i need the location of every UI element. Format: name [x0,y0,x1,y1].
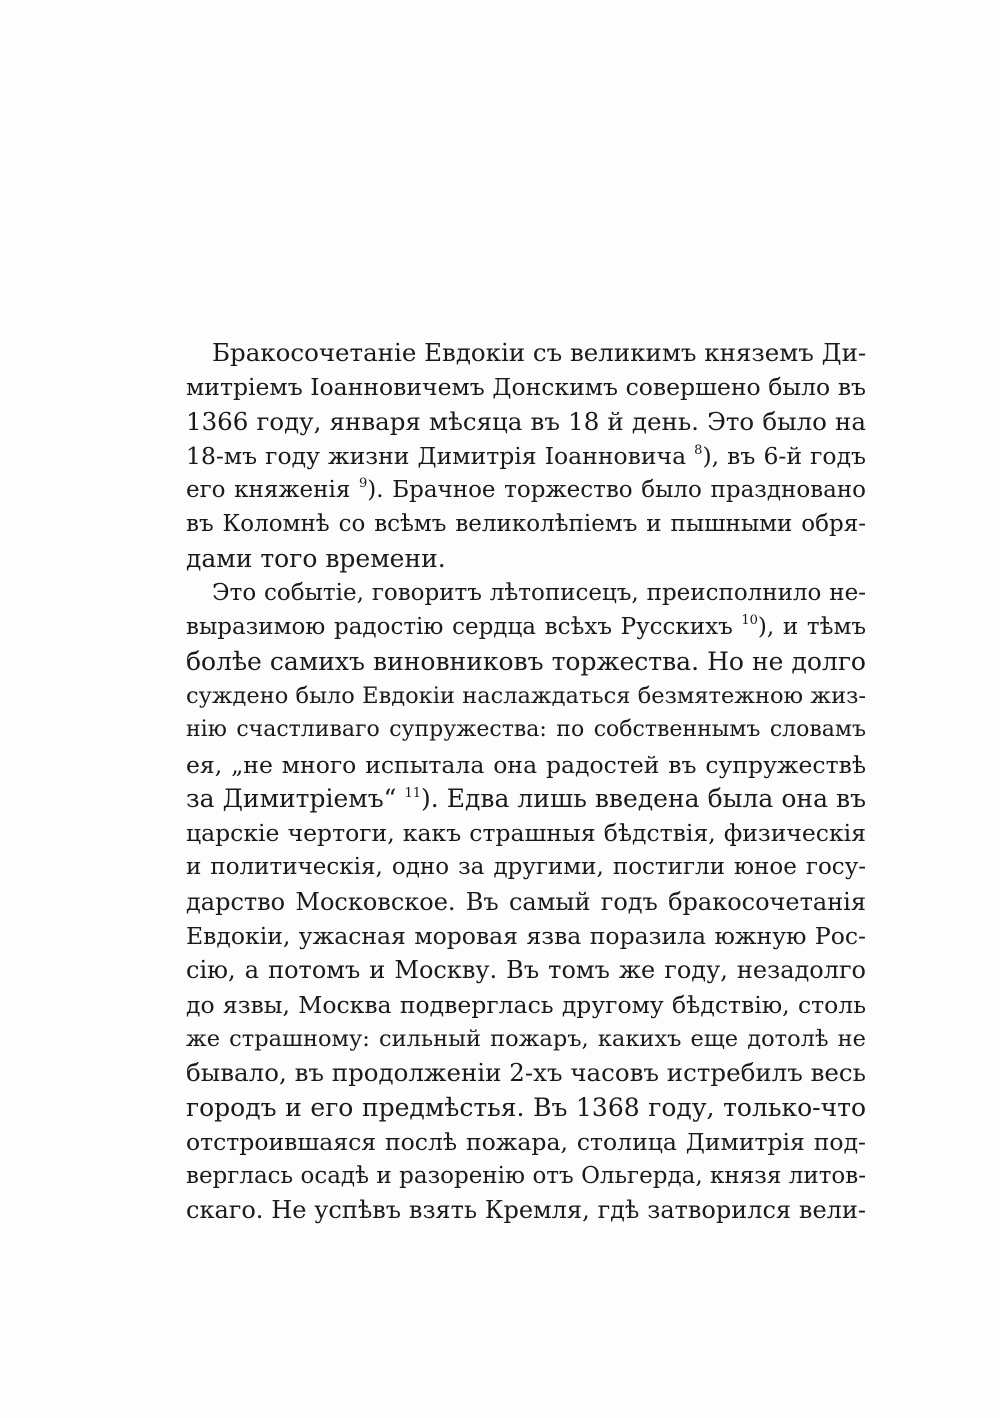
text-line: и политическія, одно за другими, постигли юное госу- [186,854,866,881]
text-line: дарство Московское. Въ самый годъ бракосочетанія [186,887,866,916]
line-text: ). Брачное торжество было праздновано [367,477,867,504]
text-line: же страшному: сильный пожаръ, какихъ еще дотолѣ не [186,1025,866,1052]
paragraph [186,576,866,1228]
text-line: суждено было Евдокіи наслаждаться безмятежною жиз- [186,682,866,709]
footnote-marker: 8 [694,442,703,458]
text-line: до язвы, Москва подверглась другому бѣдствію, столь [186,990,866,1019]
page-text [186,336,866,1228]
text-line [186,473,866,507]
footnote-marker: 11 [404,785,422,801]
line-text: ). Едва лишь введена была она въ [421,783,866,813]
paragraph [186,336,866,576]
footnote-marker: 9 [358,476,368,492]
line-text: за Димитріемъ“ [186,783,405,813]
text-line: царскіе чертоги, какъ страшныя бѣдствія, физическія [186,819,866,848]
text-line: въ Коломнѣ со всѣмъ великолѣпіемъ и пышными обря- [186,511,866,538]
footnote-marker: 10 [741,613,758,629]
text-line: бывало, въ продолженіи 2-хъ часовъ истребилъ весь [186,1058,866,1088]
text-line: Бракосочетаніе Евдокіи съ великимъ княземъ Ди- [212,338,867,367]
line-text: 18-мъ году жизни Димитрія Іоанновича [186,441,695,470]
line-text: его княженія [186,477,359,504]
text-line: скаго. Не успѣвъ взять Кремля, гдѣ затворился вели- [186,1196,866,1225]
text-line: сію, а потомъ и Москву. Въ томъ же году, незадолго [186,956,866,985]
text-line [186,439,866,473]
text-line [186,610,866,644]
text-line: дами того времени. [186,543,446,573]
text-line: митріемъ Іоанновичемъ Донскимъ совершено было въ [186,373,866,402]
line-text: выразимою радостію сердца всѣхъ Русскихъ [186,614,742,641]
text-line: болѣе самихъ виновниковъ торжества. Но не долго [186,646,866,676]
text-line: ея, „не много испытала она радостей въ супружествѣ [186,750,866,779]
text-line: Это событіе, говоритъ лѣтописецъ, преисполнило не- [212,580,866,607]
line-text: ), въ 6-й годъ [702,441,866,470]
text-line [186,782,866,816]
text-line: Евдокіи, ужасная моровая язва поразила южную Рос- [186,922,866,951]
text-line: верглась осадѣ и разоренію отъ Ольгерда, князя литов- [186,1163,866,1190]
text-line: нію счастливаго супружества: по собственнымъ словамъ [186,717,866,743]
text-line: отстроившаяся послѣ пожара, столица Димитрія под- [186,1127,866,1156]
text-line: городъ и его предмѣстья. Въ 1368 году, только-что [186,1092,866,1122]
line-text: ), и тѣмъ [757,614,866,641]
text-line: 1366 году, января мѣсяца въ 18 й день. Это было на [186,406,866,436]
